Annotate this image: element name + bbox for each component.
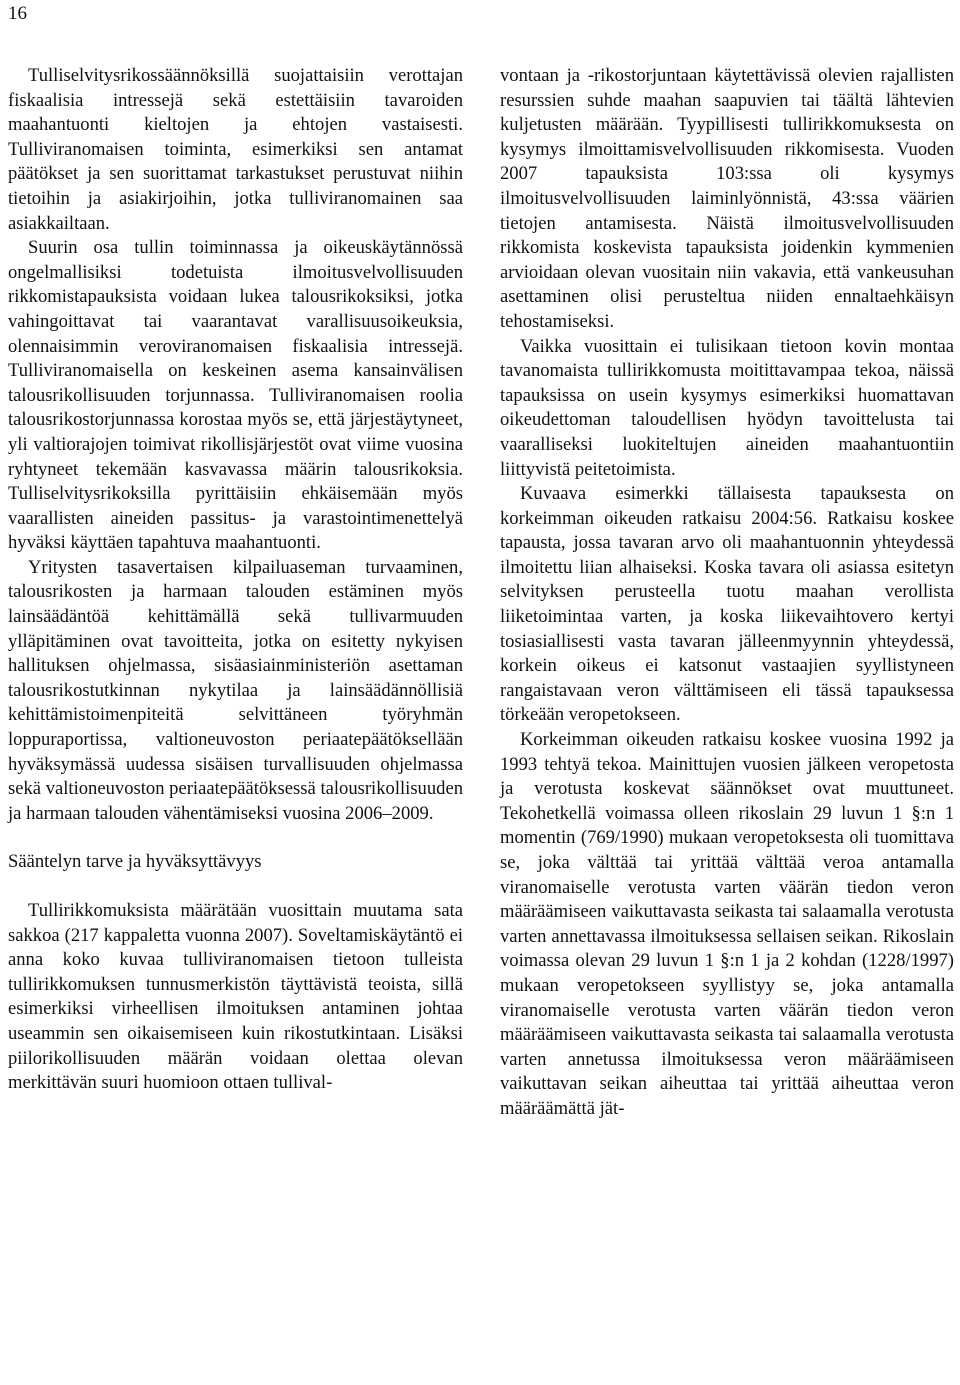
body-paragraph: Suurin osa tullin toiminnassa ja oikeuskäytännössä ongelmallisiksi todetuista ilmoitusvelvollisuuden rikkomistapauksista voidaan lukea talousrikoksiksi, jotka vahingoittavat tai vaarantavat varallisuusoikeuksia, olennaisimmin veroviranomaisen fiskaalisia intressejä. Tulliviranomaisella on keskeinen asema kansainvälisen talousrikollisuuden torjunnassa. Tulliviranomaisen roolia talousrikostorjunnassa korostaa myös se, että järjestäytyneet, yli valtiorajojen toimivat rikollisjärjestöt ovat viime vuosina ryhtyneet tekemään kasvavassa määrin talousrikoksia. Tulliselvitysrikoksilla pyrittäisiin ehkäisemään myös vaarallisten aineiden passitus- ja varastointimenettelyä hyväksi käyttäen tapahtuva maahantuonti. — [8, 237, 463, 554]
body-paragraph: Yritysten tasavertaisen kilpailuaseman turvaaminen, talousrikosten ja harmaan talouden estäminen myös lainsäädäntöä kehittämällä sekä tullivarmuuden ylläpitäminen ovat tavoitteita, jotka on esitetty nykyisen hallituksen ohjelmassa, sisäasiainministeriön asettaman talousrikostutkinnan nykytilaa ja lainsäädännöllisiä kehittämistoimenpiteitä selvittäneen työryhmän loppuraportissa, valtioneuvoston periaatepäätöksellään hyväksymässä uudessa sisäisen turvallisuuden ohjelmassa sekä valtioneuvoston periaatepäätöksessä talousrikollisuuden ja harmaan talouden vähentämiseksi vuosina 2006–2009. — [8, 556, 463, 824]
body-paragraph: Tullirikkomuksista määrätään vuosittain muutama sata sakkoa (217 kappaletta vuonna 2007). Soveltamiskäytäntö ei anna koko kuvaa tulliviranomaisen tietoon tulleista tullirikkomuksen tunnusmerkistön täyttävistä teoista, sillä esimerkiksi virheellisen ilmoituksen antaminen johtaa useammin sen oikaisemiseen kuin rikostutkintaan. Lisäksi piilorikollisuuden määrän voidaan olettaa olevan merkittävän suuri huomioon ottaen tullival- — [8, 900, 463, 1094]
body-paragraph: Vaikka vuosittain ei tulisikaan tietoon kovin montaa tavanomaista tullirikkomusta moitittavampaa tekoa, näissä tapauksissa on usein kysymys esimerkiksi huomattavan oikeudettoman taloudellisen hyödyn tavoittelusta tai vaaralliseksi luokiteltujen aineiden maahantuontiin liittyvistä peitetoimista. — [500, 335, 954, 480]
body-paragraph: Tulliselvitysrikossäännöksillä suojattaisiin verottajan fiskaalisia intressejä sekä estettäisiin tavaroiden maahantuonti kieltojen ja ehtojen vastaisesti. Tulliviranomaisen toiminta, esimerkiksi sen antamat päätökset ja sen suorittamat tarkastukset perustuvat niihin tietoihin ja asiakirjoihin, jotka tulliviranomainen saa asiakkailtaan. — [8, 65, 463, 234]
page-number: 16 — [8, 3, 27, 24]
section-heading: Sääntelyn tarve ja hyväksyttävyys — [8, 851, 262, 873]
right-column — [500, 64, 954, 1122]
left-column — [8, 64, 463, 1096]
body-paragraph: vontaan ja -rikostorjuntaan käytettävissä olevien rajallisten resurssien suhde maahan saapuvien tai täältä lähtevien kuljetusten määrään. Tyypillisesti tullirikkomuksesta on kysymys ilmoittamisvelvollisuuden rikkomisesta. Vuoden 2007 tapauksista 103:ssa oli kysymys ilmoitusvelvollisuuden laiminlyönnistä, 43:ssa väärien tietojen antamisesta. Näistä ilmoitusvelvollisuuden rikkomista koskevista tapauksista joidenkin kymmenien arvioidaan olevan vuositain niin vakavia, että vankeusuhan asettaminen olisi perusteltua niiden ennaltaehkäisyn tehostamiseksi. — [500, 65, 954, 332]
body-paragraph: Korkeimman oikeuden ratkaisu koskee vuosina 1992 ja 1993 tehtyä tekoa. Mainittujen vuosien jälkeen veropetosta ja verotusta koskevat säännökset ovat muuttuneet. Tekohetkellä voimassa olleen rikoslain 29 luvun 1 §:n 1 momentin (769/1990) mukaan veropetoksesta oli tuomittava se, joka välttää tai yrittää välttää veroa antamalla viranomaiselle verotusta varten väärän tiedon veron määräämiseen vaikuttavasta seikasta tai salaamalla verotusta varten annettavassa ilmoituksessa sellaisen seikan. Rikoslain voimassa olevan 29 luvun 1 §:n 1 ja 2 kohdan (1228/1997) mukaan veropetokseen syyllistyy se, joka antamalla viranomaiselle verotusta varten väärän tiedon veron määräämiseen vaikuttavasta seikasta tai salaamalla verotusta varten annetussa ilmoituksessa veron määräämiseen vaikuttavan seikan aiheuttaa tai yrittää aiheuttaa veron määräämättä jät- — [500, 729, 954, 1119]
body-paragraph: Kuvaava esimerkki tällaisesta tapauksesta on korkeimman oikeuden ratkaisu 2004:56. Ratkaisu koskee tapausta, jossa tavaran arvo oli maahantuonnin yhteydessä ilmoitettu liian alhaiseksi. Koska tavara oli asiassa esitetyn selvityksen perusteella tuotu maahan verollista liiketoimintaa varten, ja koska liikevaihtovero kertyi tosiasiallisesti vasta tavaran jälleenmyynnin yhteydessä, korkein oikeus ei katsonut vastaajien syyllistyneen rangaistavaan veron välttämiseen eli tässä tapauksessa törkeään veropetokseen. — [500, 483, 954, 726]
